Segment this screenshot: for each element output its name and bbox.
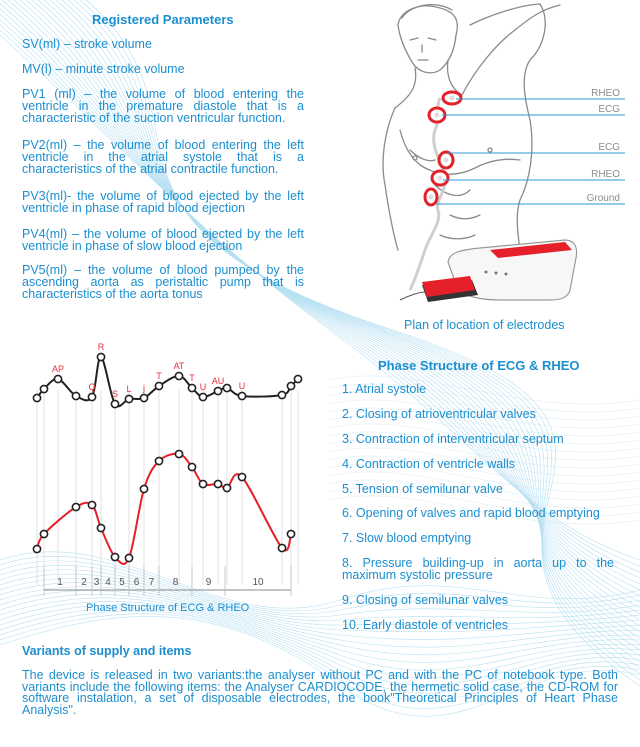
parameter-item: PV2(ml) – the volume of blood entering the left ventricle in the atrial systole that is a characteristics of the atrial contractile function. [22, 138, 304, 176]
phase-number-label: 4 [105, 577, 111, 588]
variants-text: The device is released in two variants:the analyser without PC and with the PC of notebook type. Both variants include the following items: the Analyser CARDIOCODE, the hermetic solid case, the CD-ROM for software instalation, a set of disposable electrodes, the book"Theoretical Principles of Heart Phase Analysis". [22, 668, 618, 717]
electrodes-caption: Plan of location of electrodes [404, 318, 565, 332]
chart-caption: Phase Structure of ECG & RHEO [86, 602, 250, 614]
phase-number-label: 2 [81, 577, 87, 588]
phase-item: 6. Opening of valves and rapid blood emptying [342, 506, 600, 520]
ecg-point [199, 393, 206, 400]
ecg-point [188, 384, 195, 391]
phase-item: 1. Atrial systole [342, 382, 427, 396]
phase-item: 7. Slow blood emptying [342, 531, 472, 545]
parameter-item: SV(ml) – stroke volume [22, 37, 152, 51]
phase-number-label: 3 [93, 577, 100, 588]
ecg-point [175, 372, 182, 379]
ecg-point-label: AT [173, 361, 185, 371]
rheo-point [125, 554, 132, 561]
ecg-point-label: T [156, 371, 162, 381]
phase-item: 9. Closing of semilunar valves [342, 593, 509, 607]
ecg-point [88, 393, 95, 400]
ecg-point [40, 385, 47, 392]
ecg-point-label: S [111, 389, 119, 399]
phase-structure-chart [0, 340, 320, 630]
rheo-point [97, 524, 104, 531]
parameters-title: Registered Parameters [92, 12, 234, 27]
phase-number-label: 5 [119, 577, 125, 588]
phase-structure-title: Phase Structure of ECG & RHEO [378, 358, 580, 373]
rheo-point [140, 485, 147, 492]
parameter-item: PV4(ml) – the volume of blood ejected by the left ventricle in phase of slow blood ejection [22, 227, 304, 253]
parameter-item: PV1 (ml) – the volume of blood entering the ventricle in the premature diastole that is a characteristic of the suction ventricular function. [22, 87, 304, 125]
phase-item: 8. Pressure building-up in aorta up to the maximum systolic pressure [342, 556, 614, 582]
ecg-point [155, 382, 162, 389]
rheo-point [155, 457, 162, 464]
ecg-point [97, 353, 104, 360]
rheo-point [88, 501, 95, 508]
parameter-item: PV3(ml)- the volume of blood ejected by the left ventricle in phase of rapid blood ejection [22, 189, 304, 215]
rheo-point [199, 480, 206, 487]
ecg-point [125, 395, 132, 402]
ecg-point [294, 375, 301, 382]
parameter-item: MV(l) – minute stroke volume [22, 62, 185, 76]
rheo-point [214, 480, 221, 487]
phase-number-label: 10 [252, 577, 264, 588]
ecg-point-label: AP [51, 364, 65, 374]
rheo-point [72, 503, 79, 510]
phase-number-label: 8 [172, 577, 179, 588]
ecg-point [54, 375, 61, 382]
electrode-placement-illustration [380, 0, 630, 310]
phase-item: 3. Contraction of interventricular septum [342, 432, 564, 446]
phase-number-label: 1 [57, 577, 63, 588]
ecg-point-label: U [199, 382, 207, 392]
rheo-point [238, 473, 245, 480]
electrode-label-rheo-top: RHEO [591, 88, 620, 99]
electrode-label-ecg-top: ECG [598, 104, 620, 115]
phase-number-label: 9 [205, 577, 212, 588]
electrode-label-rheo-bottom: RHEO [591, 169, 620, 180]
ecg-point-label: T [189, 373, 195, 383]
rheo-point [33, 545, 40, 552]
ecg-point-label: AU [211, 376, 225, 386]
variants-title: Variants of supply and items [22, 644, 192, 658]
rheo-point [188, 463, 195, 470]
rheo-point [111, 553, 118, 560]
ecg-point [223, 384, 230, 391]
rheo-point [287, 530, 294, 537]
ecg-point [238, 392, 245, 399]
parameter-item: PV5(ml) – the volume of blood pumped by the ascending aorta as peristaltic pump that is characteristics of the aorta tonus [22, 263, 304, 301]
rheo-point [278, 544, 285, 551]
phase-item: 4. Contraction of ventricle walls [342, 457, 515, 471]
ecg-point-label: R [97, 342, 105, 352]
phase-item: 5. Tension of semilunar valve [342, 482, 503, 496]
electrode-label-ecg-bottom: ECG [598, 142, 620, 153]
ecg-point [287, 382, 294, 389]
ecg-point-label: Q [88, 382, 96, 392]
ecg-point [278, 391, 285, 398]
phase-number-label: 7 [148, 577, 155, 588]
phase-number-label: 6 [133, 577, 140, 588]
phase-item: 2. Closing of atrioventricular valves [342, 407, 536, 421]
ecg-point [140, 394, 147, 401]
ecg-point [33, 394, 40, 401]
ecg-point [214, 387, 221, 394]
ecg-point-label: U [238, 381, 246, 391]
electrode-label-ground: Ground [586, 193, 620, 204]
ecg-point-label: L [126, 384, 132, 394]
ecg-point [111, 400, 118, 407]
phase-item: 10. Early diastole of ventricles [342, 618, 509, 632]
rheo-point [40, 530, 47, 537]
rheo-point [223, 484, 230, 491]
ecg-point [72, 392, 79, 399]
ecg-point-label: j [143, 383, 145, 393]
rheo-point [175, 450, 182, 457]
